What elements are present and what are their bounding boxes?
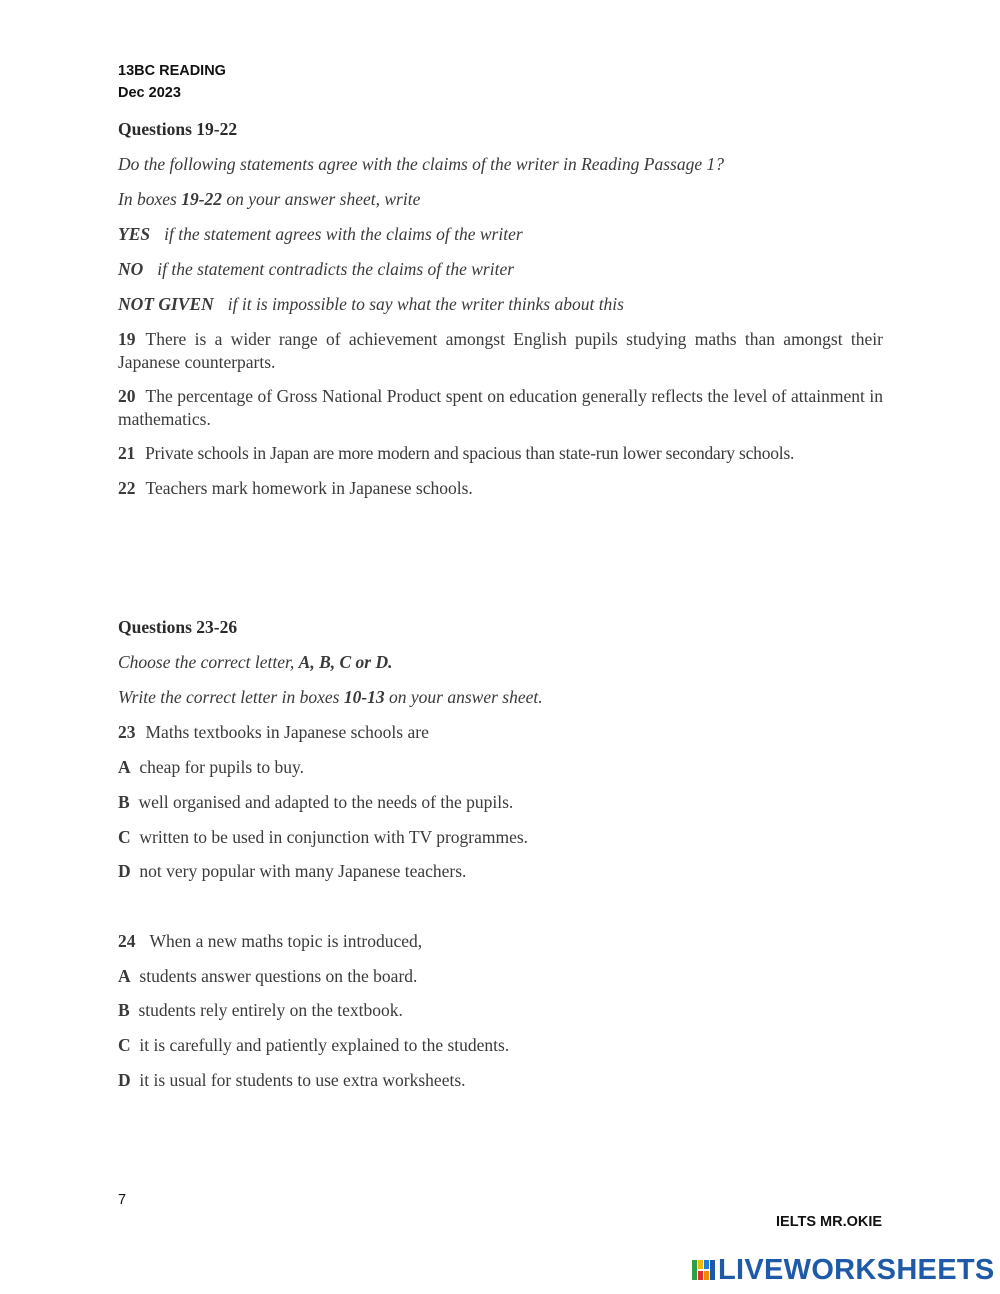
q23-choice-c: C written to be used in conjunction with TV programmes. <box>118 827 529 847</box>
q23-choice-b: B well organised and adapted to the needs of the pupils. <box>118 792 514 812</box>
question-20: 20 The percentage of Gross National Product spent on education generally reflects the level of attainment in mathematics. <box>118 386 883 429</box>
question-22: 22 Teachers mark homework in Japanese schools. <box>118 478 473 498</box>
q23-choice-a: A cheap for pupils to buy. <box>118 757 304 777</box>
question-19: 19 There is a wider range of achievement amongst English pupils studying maths than amongst their Japanese counterparts. <box>118 329 883 372</box>
document-header <box>118 60 226 104</box>
option-not-given: NOT GIVEN if it is impossible to say what the writer thinks about this <box>118 294 624 314</box>
q23-choice-d: D not very popular with many Japanese teachers. <box>118 861 467 881</box>
liveworksheets-brand[interactable] <box>692 1253 995 1287</box>
section1-title: Questions 19-22 <box>118 119 238 139</box>
section1-instruction1: Do the following statements agree with the claims of the writer in Reading Passage 1? <box>118 154 724 174</box>
question-23: 23 Maths textbooks in Japanese schools are <box>118 722 429 742</box>
author-credit: IELTS MR.OKIE <box>776 1214 883 1230</box>
liveworksheets-wordmark: LIVEWORKSHEETS <box>718 1254 995 1286</box>
liveworksheets-logo-icon <box>692 1258 716 1282</box>
question-24: 24 When a new maths topic is introduced, <box>118 931 423 951</box>
q24-choice-d: D it is usual for students to use extra worksheets. <box>118 1070 466 1090</box>
q24-choice-b: B students rely entirely on the textbook. <box>118 1000 403 1020</box>
section2-instruction1: Choose the correct letter, A, B, C or D. <box>118 652 393 672</box>
q24-choice-c: C it is carefully and patiently explained to the students. <box>118 1035 510 1055</box>
section2-title: Questions 23-26 <box>118 617 238 637</box>
q24-choice-a: A students answer questions on the board. <box>118 966 418 986</box>
header-date: Dec 2023 <box>118 85 181 101</box>
section2-instruction2: Write the correct letter in boxes 10-13 on your answer sheet. <box>118 687 543 707</box>
option-yes: YES if the statement agrees with the claims of the writer <box>118 224 523 244</box>
question-21: 21 Private schools in Japan are more modern and spacious than state-run lower secondary schools. <box>118 443 795 463</box>
section1-instruction2: In boxes 19-22 on your answer sheet, write <box>118 189 421 209</box>
page-number: 7 <box>118 1192 127 1208</box>
header-course: 13BC READING <box>118 63 226 79</box>
option-no: NO if the statement contradicts the claims of the writer <box>118 259 515 279</box>
